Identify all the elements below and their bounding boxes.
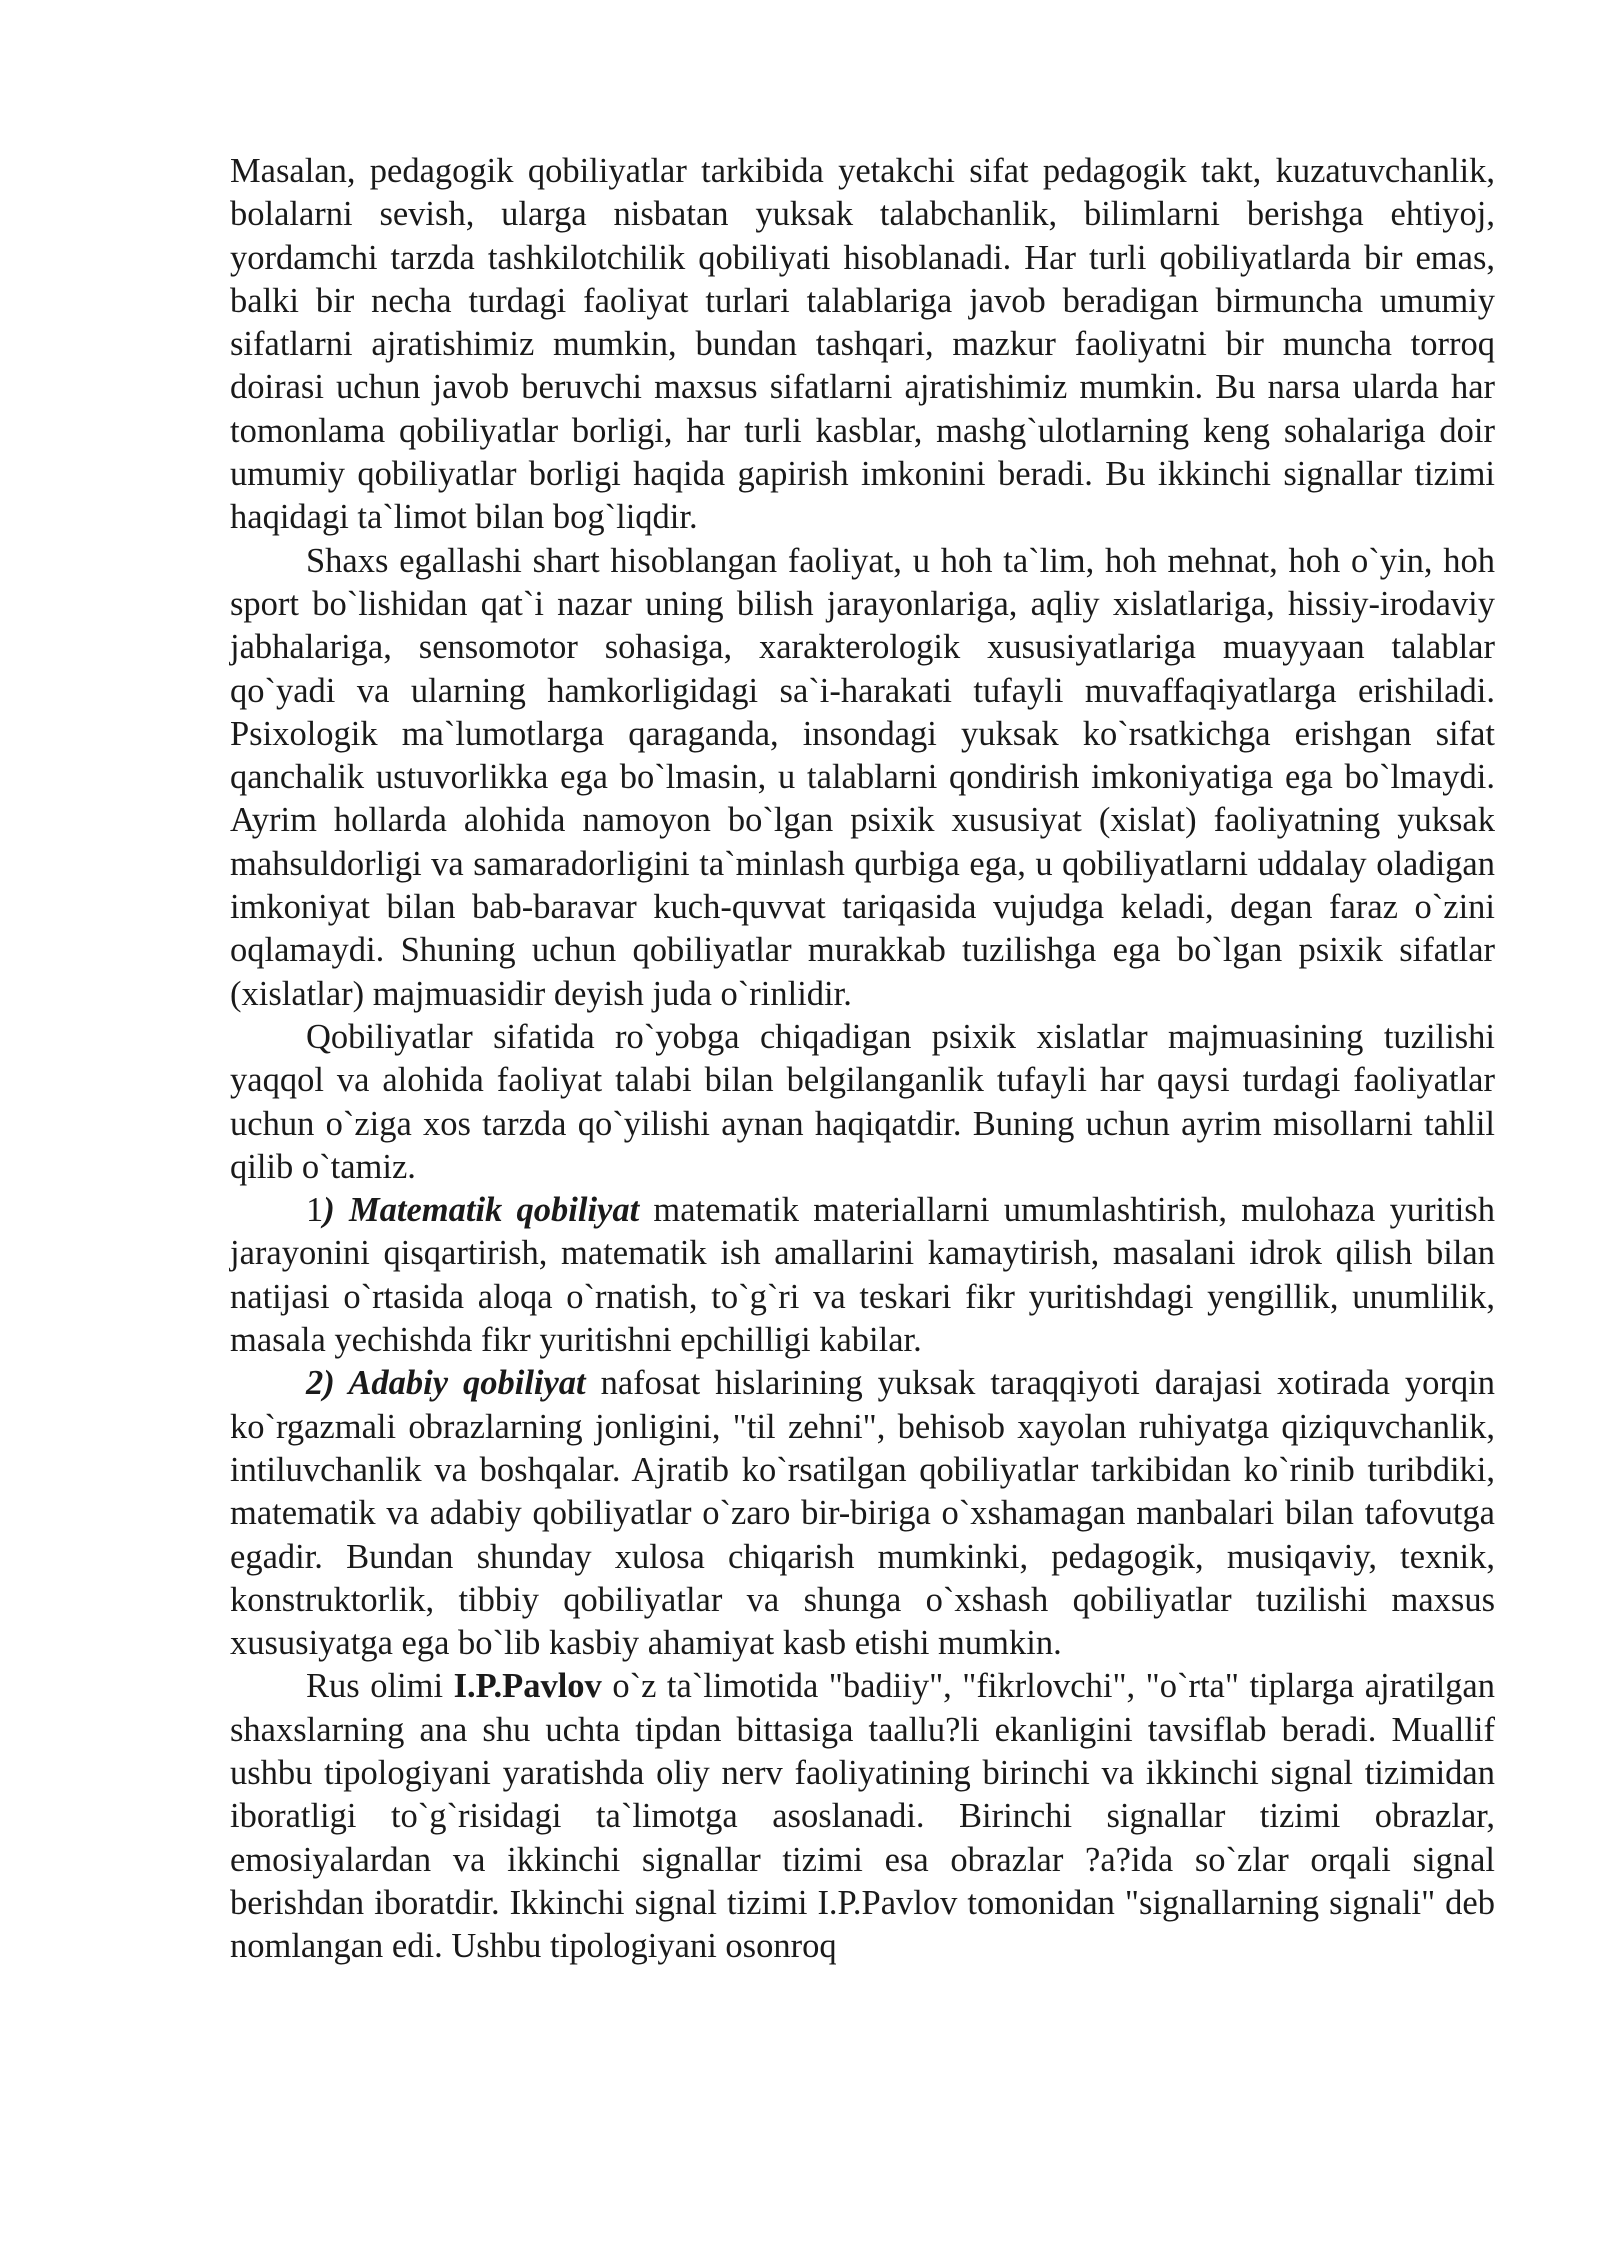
author-name: I.P.Pavlov bbox=[453, 1667, 602, 1706]
paragraph-6-lead: Rus olimi bbox=[306, 1667, 454, 1706]
list-number: 1 bbox=[306, 1191, 324, 1230]
paragraph-2: Shaxs egallashi shart hisoblangan faoliyat, u hoh ta`lim, hoh mehnat, hoh o`yin, hoh sport bo`lishidan qat`i nazar uning bilish jarayonlariga, aqliy xislatlariga, hissiy-irodaviy jabhalariga, sensomotor sohasiga, xarakterologik xususiyatlariga muayyaan talablar qo`yadi va ularning hamkorligidagi sa`i-harakati tufayli muvaffaqiyatlarga erishiladi. Psixologik ma`lumotlarga qaraganda, insondagi yuksak ko`rsatkichga erishgan sifat qanchalik ustuvorlikka ega bo`lmasin, u talablarni qondirish imkoniyatiga ega bo`lmaydi. Ayrim hollarda alohida namoyon bo`lgan psixik xususiyat (xislat) faoliyatning yuksak mahsuldorligi va samaradorligini ta`minlash qurbiga ega, u qobiliyatlarni uddalay oladigan imkoniyat bilan bab-baravar kuch-quvvat tariqasida vujudga keladi, degan faraz o`zini oqlamaydi. Shuning uchun qobiliyatlar murakkab tuzilishga ega bo`lgan psixik sifatlar (xislatlar) majmuasidir deyish juda o`rinlidir. bbox=[230, 541, 1495, 1013]
paragraph-6 bbox=[230, 1665, 1495, 1968]
term-matematik-qobiliyat: ) Matematik qobiliyat bbox=[323, 1191, 640, 1230]
paragraph-3: Qobiliyatlar sifatida ro`yobga chiqadigan psixik xislatlar majmuasining tuzilishi yaqqol va alohida faoliyat talabi bilan belgilanganlik tufayli har qaysi turdagi faoliyatlar uchun o`ziga xos tarzda qo`yilishi aynan haqiqatdir. Buning uchun ayrim misollarni tahlil qilib o`tamiz. bbox=[230, 1017, 1495, 1186]
paragraph-4-text: matematik materiallarni umumlashtirish, mulohaza yuritish jarayonini qisqartirish, matematik ish amallarini kamaytirish, masalani idrok qilish bilan natijasi o`rtasida aloqa o`rnatish, to`g`ri va teskari fikr yuritishdagi yengillik, unumlilik, masala yechishda fikr yuritishni epchilligi kabilar. bbox=[230, 1191, 1495, 1360]
paragraph-5 bbox=[230, 1362, 1495, 1665]
paragraph-5-text: nafosat hislarining yuksak taraqqiyoti darajasi xotirada yorqin ko`rgazmali obrazlarning jonligini, "til zehni", behisob xayolan ruhiyatga qiziquvchanlik, intiluvchanlik va boshqalar. Ajratib ko`rsatilgan qobiliyatlar tarkibidan ko`rinib turibdiki, matematik va adabiy qobiliyatlar o`zaro bir-biriga o`xshamagan manbalari bilan tafovutga egadir. Bundan shunday xulosa chiqarish mumkinki, pedagogik, musiqaviy, texnik, konstruktorlik, tibbiy qobiliyatlar va shunga o`xshash qobiliyatlar tuzilishi maxsus xususiyatga ega bo`lib kasbiy ahamiyat kasb etishi mumkin. bbox=[230, 1364, 1495, 1663]
term-adabiy-qobiliyat: 2) Adabiy qobiliyat bbox=[306, 1364, 586, 1403]
paragraph-1: Masalan, pedagogik qobiliyatlar tarkibida yetakchi sifat pedagogik takt, kuzatuvchanlik, bolalarni sevish, ularga nisbatan yuksak talabchanlik, bilimlarni berishga ehtiyoj, yordamchi tarzda tashkilotchilik qobiliyati hisoblanadi. Har turli qobiliyatlarda bir emas, balki bir necha turdagi faoliyat turlari talablariga javob beradigan birmuncha umumiy sifatlarni ajratishimiz mumkin, bundan tashqari, mazkur faoliyatni bir muncha torroq doirasi uchun javob beruvchi maxsus sifatlarni ajratishimiz mumkin. Bu narsa ularda har tomonlama qobiliyatlar borligi, har turli kasblar, mashg`ulotlarning keng sohalariga doir umumiy qobiliyatlar borligi haqida gapirish imkonini beradi. Bu ikkinchi signallar tizimi haqidagi ta`limot bilan bog`liqdir. bbox=[230, 152, 1495, 537]
paragraph-4 bbox=[230, 1189, 1495, 1362]
document-page bbox=[230, 150, 1495, 1968]
paragraph-6-text: o`z ta`limotida "badiiy", "fikrlovchi", "o`rta" tiplarga ajratilgan shaxslarning ana shu uchta tipdan bittasiga taallu?li ekanligini tavsiflab beradi. Muallif ushbu tipologiyani yaratishda oliy nerv faoliyatining birinchi va ikkinchi signal tizimidan iboratligi to`g`risidagi ta`limotga asoslanadi. Birinchi signallar tizimi obrazlar, emosiyalardan va ikkinchi signallar tizimi esa obrazlar ?a?ida so`zlar orqali signal berishdan iboratdir. Ikkinchi signal tizimi I.P.Pavlov tomonidan "signallarning signali" deb nomlangan edi. Ushbu tipologiyani osonroq bbox=[230, 1667, 1495, 1966]
